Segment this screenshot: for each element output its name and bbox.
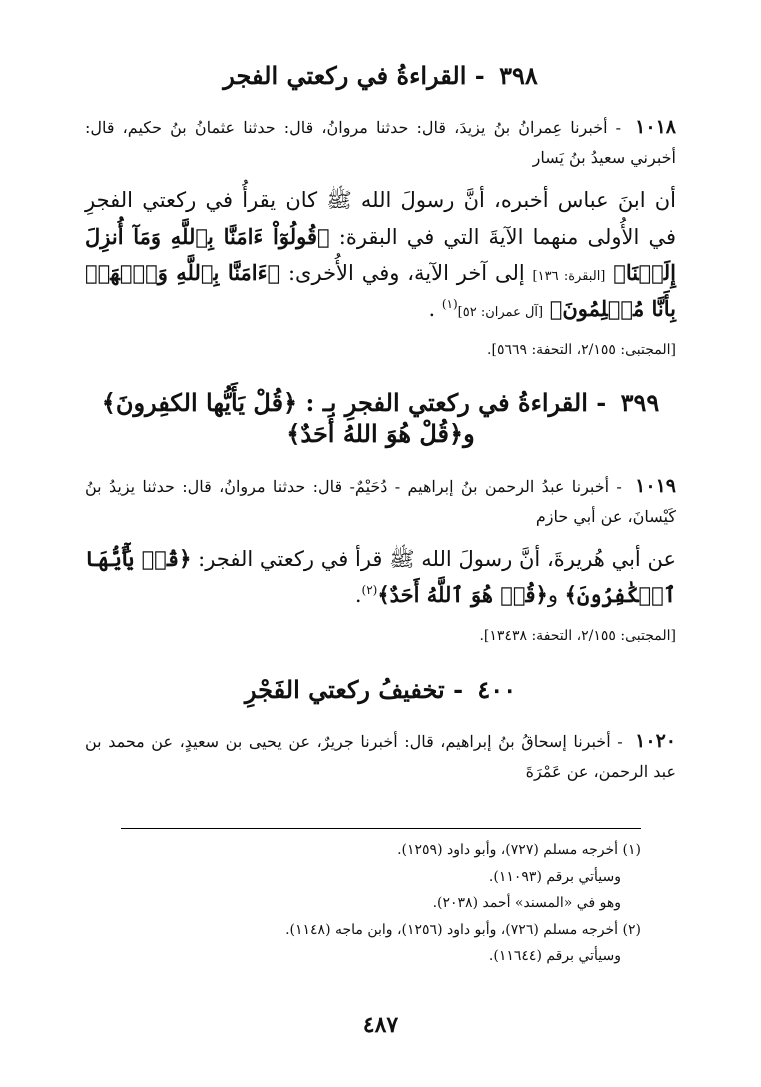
footnote-2-line-1: (٢) أخرجه مسلم (٧٢٦)، وأبو داود (١٢٥٦)، وابن ماجه (١١٤٨). [285, 921, 641, 938]
hadith-1018-quran-verse-2: ﴿ءَامَنَّا بِٱللَّهِ وَٱشۡهَدۡ بِأَنَّا مُسۡلِمُونَ﴾ [85, 259, 676, 321]
hadith-1019-matn-part-1: عن أبي هُريرةَ، أنَّ رسولَ الله ﷺ قرأ في ركعتي الفجر: [198, 546, 677, 571]
hadith-1020-isnad-text: - أخبرنا إسحاقُ بنُ إبراهيم، قال: أخبرنا جريرٌ، عن يحيى بن سعيدٍ، عن محمد بن عبد الرحمن، عن عَمْرَةَ [85, 731, 676, 781]
hadith-1019-end: . [354, 583, 362, 607]
chapter-398-heading [85, 60, 676, 91]
hadith-1018-number: ١٠١٨ [635, 116, 676, 139]
hadith-1018-sura-ref-2: [آل عمران: ٥٢] [457, 304, 544, 320]
chapter-399-surah-b: ﴿قُلْ هُوَ اللهُ أَحَدٌ﴾ [286, 419, 464, 449]
chapter-399-surah-a: ﴿قُلْ يَأَيُّها الكفِرونَ﴾ [101, 388, 298, 418]
hadith-1019-reference: [المجتبى: ٢/١٥٥، التحفة: ١٣٤٣٨]. [479, 628, 676, 645]
hadith-1018-quran-verse-1: ﴿قُولُوٓاْ ءَامَنَّا بِٱللَّهِ وَمَآ أُنزِلَ إِلَيۡنَا﴾ [85, 223, 676, 285]
chapter-399-number: ٣٩٩ [620, 388, 660, 418]
hadith-1019-quran-verse-2: ﴿قُلۡ هُوَ ٱللَّهُ أَحَدٌ﴾ [377, 582, 548, 607]
hadith-1020-isnad [85, 725, 676, 786]
chapter-400-title: - تخفيفُ ركعتي الفَجْرِ [244, 674, 464, 704]
hadith-1018-isnad-text: - أخبرنا عِمرانُ بنُ يزيدَ، قال: حدثنا مروانُ، قال: حدثنا عثمانُ بنُ حكيم، قال: أخبرني سعيدُ بنُ يَسار [85, 118, 676, 168]
hadith-1019-conjunction: و [547, 583, 558, 607]
chapter-399-conjunction: و [463, 419, 475, 449]
chapter-399-heading [85, 387, 676, 449]
chapter-398-number: ٣٩٨ [499, 61, 538, 90]
hadith-1019-footnote-mark: (٢) [361, 583, 378, 597]
chapter-400-heading [85, 674, 676, 705]
chapter-398-title: - القراءةُ في ركعتي الفجر [223, 61, 485, 90]
hadith-1018-matn-part-2: إلى آخر الآية، وفي الأُخرى: [287, 260, 525, 285]
footnotes [121, 828, 641, 970]
hadith-1019-matn [85, 541, 676, 613]
hadith-1018-matn [85, 182, 676, 326]
hadith-1018-footnote-mark: (١) [441, 296, 458, 311]
chapter-400-number: ٤٠٠ [477, 674, 517, 704]
hadith-1019-number: ١٠١٩ [635, 474, 676, 497]
footnote-1-line-1: (١) أخرجه مسلم (٧٢٧)، وأبو داود (١٢٥٩). [397, 842, 641, 858]
footnote-1-line-2: وسيأتي برقم (١١٠٩٣). [488, 868, 621, 885]
hadith-1018-end: . [428, 296, 436, 321]
hadith-1018-matn-part-1: أن ابنَ عباس أخبره، أنَّ رسولَ الله ﷺ كان يقرأُ في ركعتي الفجرِ في الأُولى منهما الآيةَ التي في البقرة: [85, 188, 676, 249]
hadith-1018-reference: [المجتبى: ٢/١٥٥، التحفة: ٥٦٦٩]. [487, 341, 676, 358]
hadith-1020-number: ١٠٢٠ [635, 729, 676, 752]
hadith-1019-isnad-text: - أخبرنا عبدُ الرحمن بنُ إبراهيم - دُحَيْمٌ- قال: حدثنا مروانُ، قال: حدثنا يزيدُ بنُ كَيْسانَ، عن أبي حازم [85, 476, 676, 526]
hadith-1018-sura-ref-1: [البقرة: ١٣٦] [532, 268, 606, 284]
hadith-1019-quran-verse-1: ﴿قُلۡ يَٰٓأَيُّهَا ٱلۡكَٰفِرُونَ﴾ [85, 545, 676, 607]
footnote-1-line-3: وهو في «المسند» أحمد (٢٠٣٨). [432, 895, 621, 912]
chapter-399-title-part-1: - القراءةُ في ركعتي الفجرِ بـ : [305, 388, 607, 418]
hadith-1018-isnad [85, 111, 676, 172]
hadith-1019-isnad [85, 470, 676, 531]
page-number: ٤٨٧ [362, 1012, 399, 1038]
footnote-2-line-2: وسيأتي برقم (١١٦٤٤). [488, 948, 621, 965]
